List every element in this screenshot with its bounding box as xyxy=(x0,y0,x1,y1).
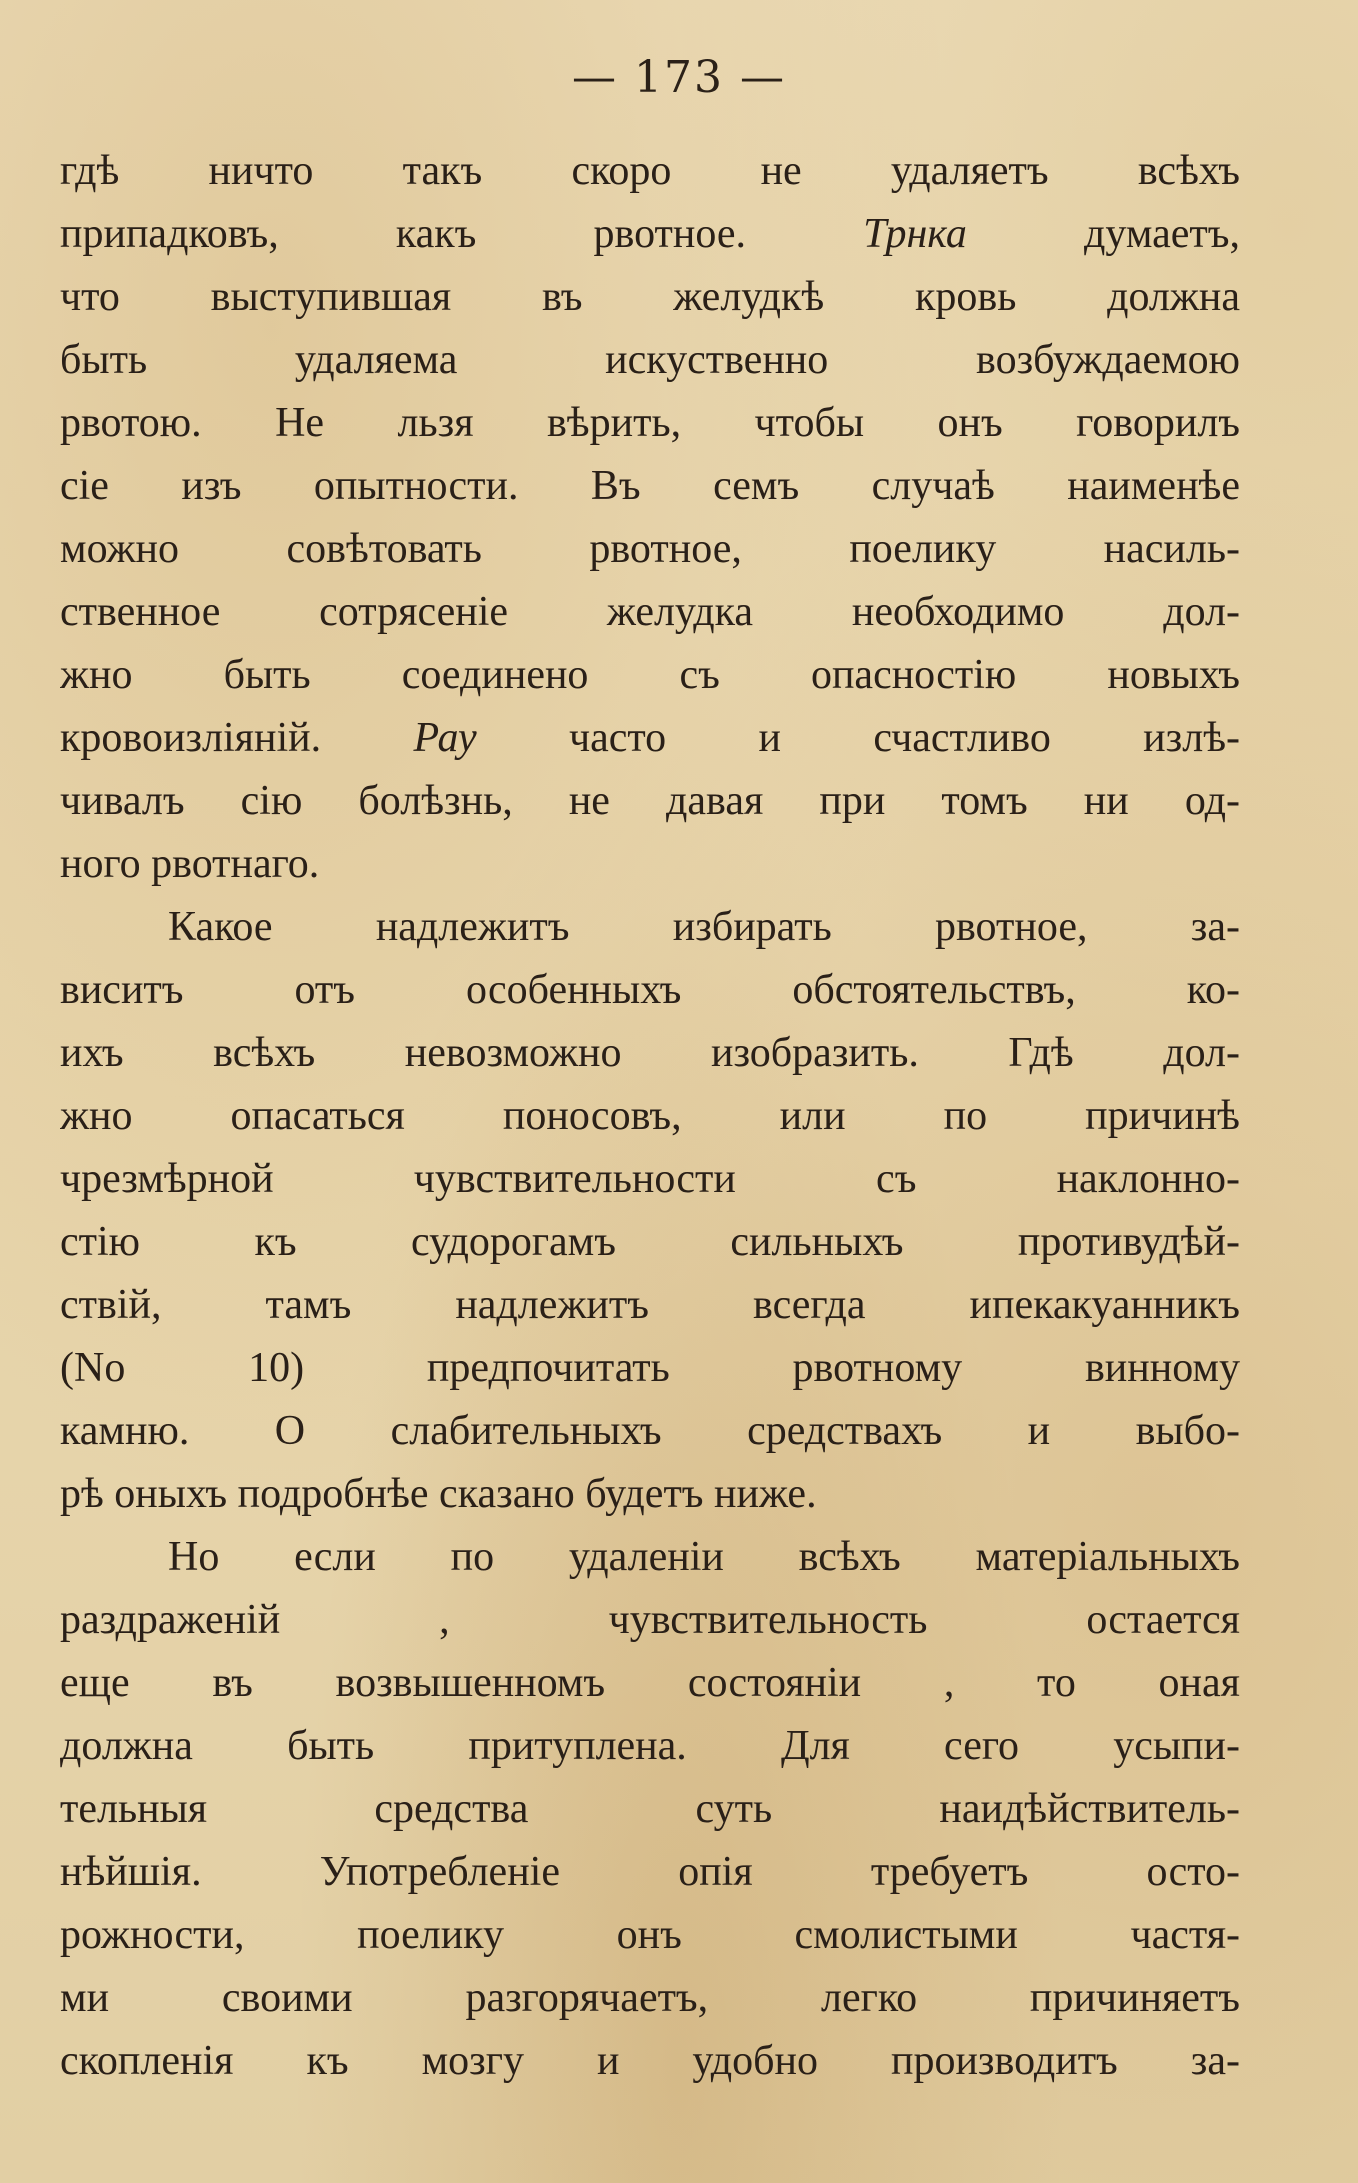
text-line: Но если по удаленіи всѣхъ матеріальныхъ xyxy=(168,1534,1240,1580)
italic-name: Трнка xyxy=(863,211,967,257)
text-line: ственное сотрясеніе желудка необходимо дол- xyxy=(60,589,1240,635)
text-line: можно совѣтовать рвотное, поелику насиль- xyxy=(60,526,1240,572)
text-line: ми своими разгорячаетъ, легко причиняетъ xyxy=(60,1975,1240,2021)
text-line: жно быть соединено съ опасностію новыхъ xyxy=(60,652,1240,698)
text-line: жно опасаться поносовъ, или по причинѣ xyxy=(60,1093,1240,1139)
text-line: должна быть притуплена. Для сего усыпи- xyxy=(60,1723,1240,1769)
text-line: припадковъ, какъ рвотное. Трнка думаетъ, xyxy=(60,211,1240,257)
page-number: — 173 — xyxy=(572,52,786,103)
text-line: ного рвотнаго. xyxy=(60,841,320,887)
text-line: рѣ оныхъ подробнѣе сказано будетъ ниже. xyxy=(60,1471,817,1517)
text-line: чрезмѣрной чувствительности съ наклонно- xyxy=(60,1156,1240,1202)
text-line: гдѣ ничто такъ скоро не удаляетъ всѣхъ xyxy=(60,148,1240,194)
text-line: скопленія къ мозгу и удобно производитъ за- xyxy=(60,2038,1240,2084)
text-line: быть удаляема искуственно возбуждаемою xyxy=(60,337,1240,383)
text-line: рожности, поелику онъ смолистыми частя- xyxy=(60,1912,1240,1958)
text-line: чивалъ сію болѣзнь, не давая при томъ ни од- xyxy=(60,778,1240,824)
text-line: что выступившая въ желудкѣ кровь должна xyxy=(60,274,1240,320)
text-line: тельныя средства суть наидѣйствитель- xyxy=(60,1786,1240,1832)
body-text xyxy=(60,140,1240,2093)
text-line: нѣйшія. Употребленіе опія требуетъ осто- xyxy=(60,1849,1240,1895)
text-line: (No 10) предпочитать рвотному винному xyxy=(60,1345,1240,1391)
text-line: ствій, тамъ надлежитъ всегда ипекакуанникъ xyxy=(60,1282,1240,1328)
text-line: камню. О слабительныхъ средствахъ и выбо- xyxy=(60,1408,1240,1454)
text-line: рвотою. Не льзя вѣрить, чтобы онъ говорилъ xyxy=(60,400,1240,446)
text-line: раздраженій , чувствительность остается xyxy=(60,1597,1240,1643)
text-line: сіе изъ опытности. Въ семъ случаѣ наименѣе xyxy=(60,463,1240,509)
text-line: кровоизліяній. Рау часто и счастливо излѣ- xyxy=(60,715,1240,761)
text-line: виситъ отъ особенныхъ обстоятельствъ, ко- xyxy=(60,967,1240,1013)
italic-name: Рау xyxy=(413,715,477,761)
text-line: еще въ возвышенномъ состояніи , то оная xyxy=(60,1660,1240,1706)
text-line: Какое надлежитъ избирать рвотное, за- xyxy=(168,904,1240,950)
text-line: ихъ всѣхъ невозможно изобразить. Гдѣ дол- xyxy=(60,1030,1240,1076)
text-line: стію къ судорогамъ сильныхъ противудѣй- xyxy=(60,1219,1240,1265)
